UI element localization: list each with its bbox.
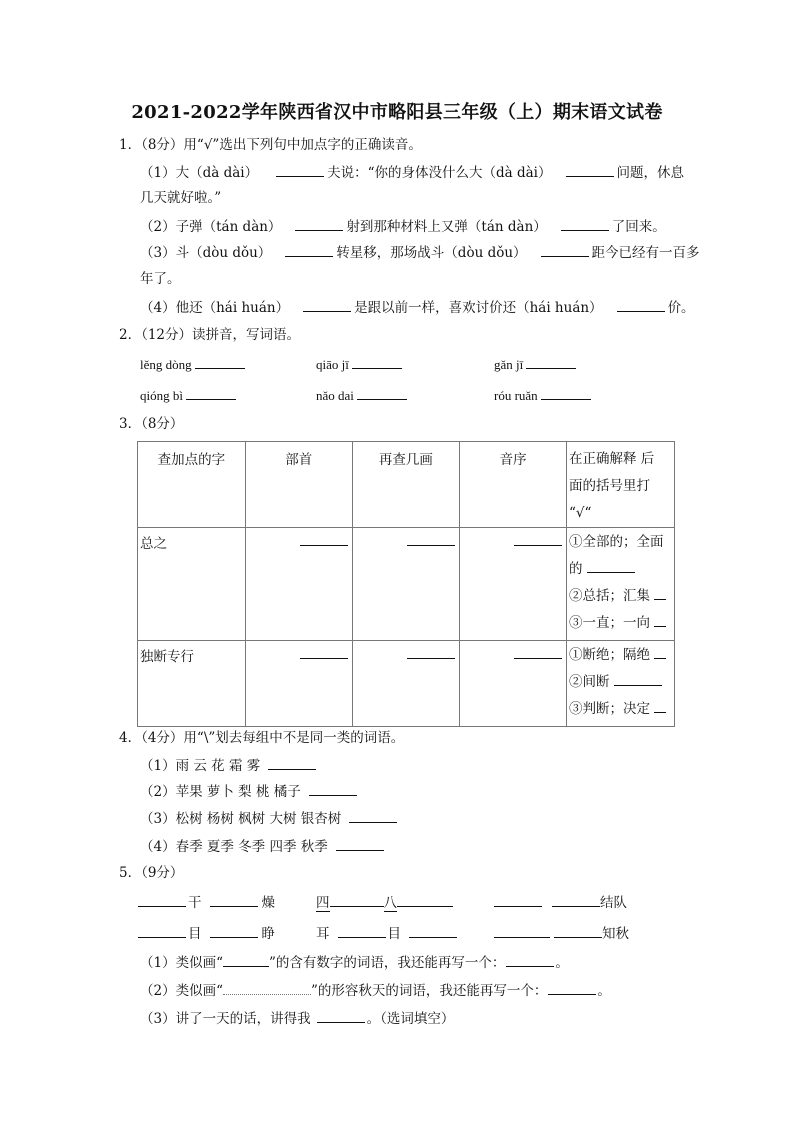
answer-blank[interactable] bbox=[138, 924, 186, 938]
phonetic-cell[interactable] bbox=[460, 641, 567, 727]
answer-blank[interactable] bbox=[295, 217, 343, 231]
answer-blank[interactable] bbox=[514, 657, 562, 659]
q2-item: qióng bì bbox=[140, 386, 239, 405]
strokes-cell[interactable] bbox=[352, 641, 460, 727]
answer-blank[interactable] bbox=[210, 924, 258, 938]
q1-sentence-3: （3）斗（dòu dǒu） 转星移，那场战斗（dòu dǒu） 距今已经有一百多 bbox=[140, 245, 700, 261]
q1-sentence-1: （1）大（dà dài） 夫说：“你的身体没什么大（dà dài） 问题，休息 bbox=[140, 165, 684, 181]
answer-blank[interactable] bbox=[552, 893, 600, 907]
answer-blank[interactable] bbox=[338, 924, 386, 938]
answer-blank[interactable] bbox=[654, 586, 666, 600]
answer-blank[interactable] bbox=[336, 837, 384, 851]
answer-blank[interactable] bbox=[303, 298, 351, 312]
q2-item: nǎo dai bbox=[316, 386, 410, 405]
answer-blank[interactable] bbox=[506, 953, 554, 967]
wavy-underline bbox=[223, 982, 311, 995]
q4-item: （1）雨 云 花 霜 雾 bbox=[140, 756, 319, 775]
answer-blank[interactable] bbox=[407, 657, 455, 659]
answer-blank[interactable] bbox=[300, 544, 348, 546]
col-header-strokes: 再查几画 bbox=[352, 442, 460, 528]
answer-blank[interactable] bbox=[317, 1009, 365, 1023]
answer-blank[interactable] bbox=[138, 893, 186, 907]
radical-cell[interactable] bbox=[245, 528, 352, 641]
row-word: 独断专行 bbox=[138, 641, 246, 727]
col-header-char: 查加点的字 bbox=[138, 442, 246, 528]
q5-word-3: 结队 bbox=[494, 893, 627, 912]
answer-blank[interactable] bbox=[186, 386, 236, 400]
answer-blank[interactable] bbox=[654, 613, 666, 627]
q5-word-4: 目 睁 bbox=[138, 924, 275, 943]
answer-blank[interactable] bbox=[349, 809, 397, 823]
answer-blank[interactable] bbox=[494, 924, 550, 938]
q4-header: 4．（4分）用“\”划去每组中不是同一类的词语。 bbox=[119, 730, 405, 746]
dictionary-table bbox=[137, 441, 675, 727]
q5-word-2: 四 八 bbox=[316, 893, 453, 912]
answer-blank[interactable] bbox=[654, 645, 666, 659]
answer-blank[interactable] bbox=[223, 953, 269, 967]
q4-item: （2）苹果 萝卜 梨 桃 橘子 bbox=[140, 782, 360, 801]
answer-blank[interactable] bbox=[309, 782, 357, 796]
radical-cell[interactable] bbox=[245, 641, 352, 727]
answer-blank[interactable] bbox=[210, 893, 258, 907]
answer-blank[interactable] bbox=[285, 243, 333, 257]
q3-header: 3．（8分） bbox=[119, 416, 184, 432]
answer-blank[interactable] bbox=[654, 699, 666, 713]
q2-item: lěng dòng bbox=[140, 355, 248, 374]
q1-sentence-1-cont: 几天就好啦。” bbox=[140, 190, 222, 206]
q2-header: 2．（12分）读拼音，写词语。 bbox=[119, 327, 301, 343]
answer-blank[interactable] bbox=[300, 657, 348, 659]
q5-sentence-1: （1）类似画“ ”的含有数字的词语，我还能再写一个： 。 bbox=[140, 955, 569, 971]
q4-item: （3）松树 杨树 枫树 大树 银杏树 bbox=[140, 809, 400, 828]
meaning-options: ①断绝；隔绝 ②间断 ③判断；决定 bbox=[567, 641, 675, 727]
q5-header: 5．（9分） bbox=[119, 865, 184, 881]
answer-blank[interactable] bbox=[330, 893, 384, 907]
answer-blank[interactable] bbox=[541, 243, 589, 257]
answer-blank[interactable] bbox=[268, 756, 316, 770]
answer-blank[interactable] bbox=[587, 559, 635, 573]
q5-word-1: 干 燥 bbox=[138, 893, 275, 912]
col-header-phonetic: 音序 bbox=[460, 442, 567, 528]
col-header-radical: 部首 bbox=[245, 442, 352, 528]
q1-header: 1．（8分）用“√”选出下列句中加点字的正确读音。 bbox=[119, 137, 422, 153]
answer-blank[interactable] bbox=[561, 217, 609, 231]
q5-sentence-3: （3）讲了一天的话，讲得我 。（选词填空） bbox=[140, 1011, 455, 1027]
row-word: 总之 bbox=[138, 528, 246, 641]
q5-sentence-2: （2）类似画“ ”的形容秋天的词语，我还能再写一个： 。 bbox=[140, 983, 611, 999]
phonetic-cell[interactable] bbox=[460, 528, 567, 641]
q1-sentence-3-cont: 年了。 bbox=[140, 271, 181, 287]
answer-blank[interactable] bbox=[276, 163, 324, 177]
answer-blank[interactable] bbox=[397, 893, 453, 907]
q2-item: gǎn jī bbox=[494, 355, 579, 374]
answer-blank[interactable] bbox=[566, 163, 614, 177]
table-header-row bbox=[138, 442, 675, 528]
answer-blank[interactable] bbox=[614, 672, 662, 686]
answer-blank[interactable] bbox=[548, 981, 596, 995]
answer-blank[interactable] bbox=[409, 924, 457, 938]
strokes-cell[interactable] bbox=[352, 528, 460, 641]
answer-blank[interactable] bbox=[494, 893, 542, 907]
q1-sentence-2: （2）子弹（tán dàn） 射到那种材料上又弹（tán dàn） 了回来。 bbox=[140, 219, 666, 235]
q5-word-5: 耳 目 bbox=[316, 924, 457, 943]
col-header-meaning: 在正确解释 后 面的括号里打 “√“ bbox=[567, 442, 675, 528]
answer-blank[interactable] bbox=[541, 386, 591, 400]
q1-sentence-4: （4）他还（hái huán） 是跟以前一样，喜欢讨价还（hái huán） 价。 bbox=[140, 300, 695, 316]
answer-blank[interactable] bbox=[407, 544, 455, 546]
table-row bbox=[138, 641, 675, 727]
answer-blank[interactable] bbox=[352, 355, 402, 369]
answer-blank[interactable] bbox=[617, 298, 665, 312]
answer-blank[interactable] bbox=[514, 544, 562, 546]
q4-item: （4）春季 夏季 冬季 四季 秋季 bbox=[140, 837, 387, 856]
answer-blank[interactable] bbox=[554, 924, 602, 938]
q2-item: róu ruǎn bbox=[494, 386, 594, 405]
table-row bbox=[138, 528, 675, 641]
answer-blank[interactable] bbox=[195, 355, 245, 369]
page-title: 2021-2022学年陕西省汉中市略阳县三年级（上）期末语文试卷 bbox=[131, 102, 663, 123]
answer-blank[interactable] bbox=[526, 355, 576, 369]
q2-item: qiāo jī bbox=[316, 355, 405, 374]
answer-blank[interactable] bbox=[357, 386, 407, 400]
meaning-options: ①全部的；全面 的 ②总括；汇集 ③一直；一向 bbox=[567, 528, 675, 641]
q5-word-6: 知秋 bbox=[494, 924, 629, 943]
